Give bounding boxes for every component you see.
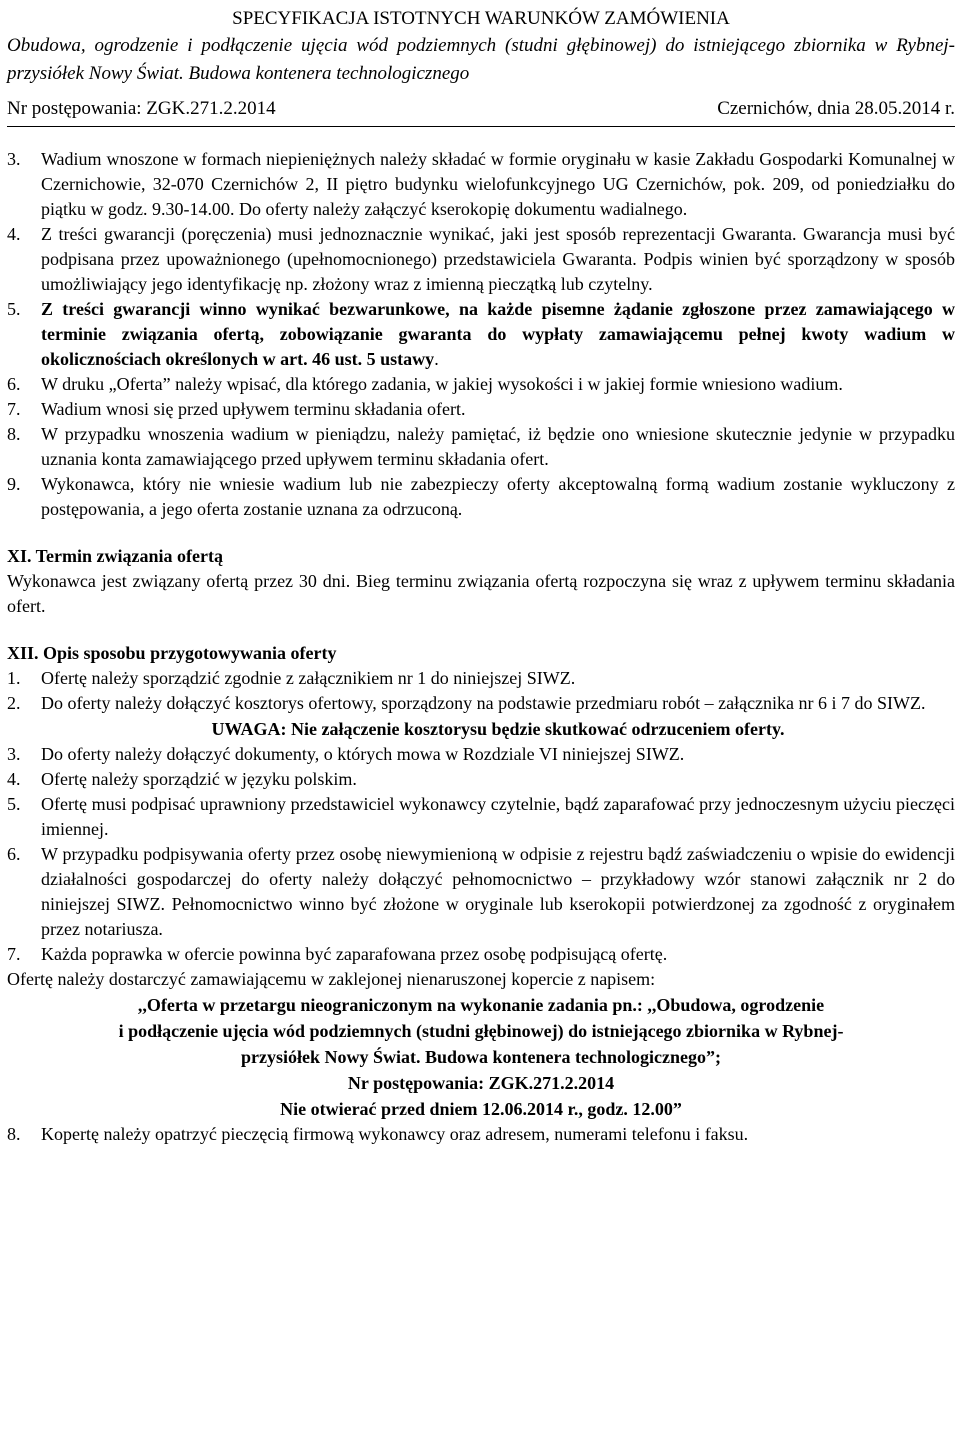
- item-number: 7.: [7, 399, 21, 419]
- list-item: [7, 792, 955, 842]
- item-number: 6.: [7, 374, 21, 394]
- item-text: Ofertę musi podpisać uprawniony przedstawiciel wykonawcy czytelnie, bądź zaparafować przy jednoczesnym użyciu pieczęci imiennej.: [41, 794, 955, 839]
- list-item: [7, 691, 955, 716]
- item-text: Kopertę należy opatrzyć pieczęcią firmową wykonawcy oraz adresem, numerami telefonu i faksu.: [41, 1124, 749, 1144]
- item-text: Wadium wnoszone w formach niepieniężnych należy składać w formie oryginału w kasie Zakładu Gospodarki Komunalnej w Czernichowie, 32-070 Czernichów 2, II piętro budynku wielofunkcyjnego UG Czernichów, pok. 209, od poniedziałku do piątku w godz. 9.30-14.00. Do oferty należy załączyć kserokopię dokumentu wadialnego.: [41, 149, 955, 219]
- item-number: 8.: [7, 1124, 21, 1144]
- list-item: [7, 767, 955, 792]
- list-item: [7, 397, 955, 422]
- envelope-line: ,,Oferta w przetargu nieograniczonym na wykonanie zadania pn.: ,,Obudowa, ogrodzenie: [137, 995, 825, 1015]
- item-text: Do oferty należy dołączyć dokumenty, o których mowa w Rozdziale VI niniejszej SIWZ.: [41, 744, 685, 764]
- section-xi-text: Wykonawca jest związany ofertą przez 30 dni. Bieg terminu związania ofertą rozpoczyna się wraz z upływem terminu składania ofert.: [7, 571, 955, 616]
- item-number: 4.: [7, 224, 21, 244]
- header-row: [7, 96, 955, 122]
- item-number: 1.: [7, 668, 21, 688]
- list-item: [7, 422, 955, 472]
- item-number: 7.: [7, 944, 21, 964]
- document-subtitle: Obudowa, ogrodzenie i podłączenie ujęcia wód podziemnych (studni głębinowej) do istniejącego zbiornika w Rybnej- przysiółek Nowy Świat. Budowa kontenera technologicznego: [7, 35, 955, 84]
- section-xii-title: XII. Opis sposobu przygotowywania oferty: [7, 643, 337, 663]
- list-item: [7, 942, 955, 967]
- item-text: Każda poprawka w ofercie powinna być zaparafowana przez osobę podpisującą ofertę.: [41, 944, 668, 964]
- list-item: [7, 372, 955, 397]
- item-number: 6.: [7, 844, 21, 864]
- item-text: W przypadku wnoszenia wadium w pieniądzu, należy pamiętać, iż będzie ono wniesione skutecznie jedynie w przypadku uznania konta zamawiającego przed upływem terminu składania ofert.: [41, 424, 955, 469]
- list-item: [7, 472, 955, 522]
- envelope-intro: Ofertę należy dostarczyć zamawiającemu w zaklejonej nienaruszonej kopercie z napisem:: [7, 969, 656, 989]
- wadium-list: [7, 147, 955, 522]
- item-text: Z treści gwarancji (poręczenia) musi jednoznacznie wynikać, jaki jest sposób reprezentacji Gwaranta. Gwarancja musi być podpisana przez upoważnionego (upełnomocnionego) przedstawiciela Gwaranta. Podpis winien być sporządzony w sposób umożliwiający jego identyfikację np. złożony wraz z imienną pieczątką lub czytelny.: [41, 224, 955, 294]
- list-item: [7, 147, 955, 222]
- item-text: Ofertę należy sporządzić w języku polskim.: [41, 769, 357, 789]
- envelope-line: Nr postępowania: ZGK.271.2.2014: [347, 1073, 615, 1093]
- section-xi-title: XI. Termin związania ofertą: [7, 546, 223, 566]
- item-number: 3.: [7, 149, 21, 169]
- envelope-line: przysiółek Nowy Świat. Budowa kontenera technologicznego”;: [241, 1047, 721, 1067]
- item-number: 2.: [7, 693, 21, 713]
- list-item: [7, 742, 955, 767]
- envelope-line: i podłączenie ujęcia wód podziemnych (studni głębinowej) do istniejącego zbiornika w Rybnej-: [118, 1021, 844, 1041]
- list-item: [7, 1122, 955, 1147]
- item-number: 8.: [7, 424, 21, 444]
- document-page: [7, 0, 955, 1147]
- header-divider: [7, 126, 955, 127]
- item-number: 3.: [7, 744, 21, 764]
- item-text-wrap: [41, 297, 955, 372]
- envelope-line: Nie otwierać przed dniem 12.06.2014 r., godz. 12.00”: [280, 1099, 682, 1119]
- list-item: [7, 666, 955, 691]
- item-text: Ofertę należy sporządzić zgodnie z załącznikiem nr 1 do niniejszej SIWZ.: [41, 668, 576, 688]
- list-item: [7, 222, 955, 297]
- item-text: Wykonawca, który nie wniesie wadium lub nie zabezpieczy oferty akceptowalną formą wadium zostanie wykluczony z postępowania, a jego oferta zostanie uznana za odrzuconą.: [41, 474, 955, 519]
- item-text: W druku „Oferta” należy wpisać, dla którego zadania, w jakiej wysokości i w jakiej formie wniesiono wadium.: [41, 374, 843, 394]
- list-item: [7, 842, 955, 942]
- item-number: 4.: [7, 769, 21, 789]
- item-text-tail: .: [434, 349, 439, 369]
- item-number: 5.: [7, 794, 21, 814]
- place-date: Czernichów, dnia 28.05.2014 r.: [717, 98, 955, 119]
- item-text: W przypadku podpisywania oferty przez osobę niewymienioną w odpisie z rejestru bądź zaświadczeniu o wpisie do ewidencji działalności gospodarczej do oferty należy dołączyć pełnomocnictwo – przykładowy wzór stanowi załącznik nr 2 do niniejszej SIWZ. Pełnomocnictwo winno być złożone w oryginale lub kserokopii potwierdzonej za zgodność z oryginałem przez notariusza.: [41, 844, 955, 939]
- item-text: Wadium wnosi się przed upływem terminu składania ofert.: [41, 399, 466, 419]
- document-title: SPECYFIKACJA ISTOTNYCH WARUNKÓW ZAMÓWIENIA: [232, 8, 730, 29]
- warning-note: UWAGA: Nie załączenie kosztorysu będzie skutkować odrzuceniem oferty.: [211, 719, 785, 739]
- list-item: [7, 297, 955, 372]
- item-number: 5.: [7, 299, 21, 319]
- item-number: 9.: [7, 474, 21, 494]
- item-text-bold: Z treści gwarancji winno wynikać bezwarunkowe, na każde pisemne żądanie zgłoszone przez zamawiającego w terminie związania ofertą, zobowiązanie gwaranta do wypłaty zamawiającemu pełnej kwoty wadium w okolicznościach określonych w art. 46 ust. 5 ustawy: [41, 299, 955, 369]
- item-text: Do oferty należy dołączyć kosztorys ofertowy, sporządzony na podstawie przedmiaru robót – załącznika nr 6 i 7 do SIWZ.: [41, 693, 926, 713]
- case-number: Nr postępowania: ZGK.271.2.2014: [7, 98, 276, 119]
